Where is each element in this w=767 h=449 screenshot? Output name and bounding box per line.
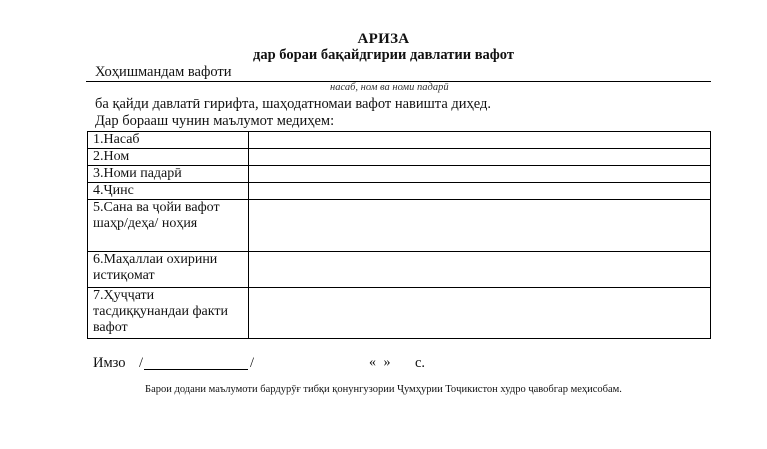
intro-text-line-2: Дар борааш чунин маълумот медиҳем: xyxy=(95,113,335,129)
date-year-suffix: с. xyxy=(415,355,426,371)
row-value-death-document[interactable] xyxy=(249,288,711,339)
row-label-death-document: 7.Ҳуҷҷати тасдиққунандаи факти вафот xyxy=(88,288,249,339)
name-input[interactable] xyxy=(249,149,710,165)
signature-label: Имзо xyxy=(93,355,126,371)
row-value-patronymic[interactable] xyxy=(249,166,711,183)
signature-underline xyxy=(144,369,248,370)
signature-slash-open: / xyxy=(139,355,144,371)
table-row-patronymic xyxy=(88,166,711,183)
row-label-name: 2.Ном xyxy=(88,149,249,166)
signature-slash-close: / xyxy=(250,355,255,371)
intro-text-line-1: ба қайди давлатӣ гирифта, шаҳодатномаи вафот навишта диҳед. xyxy=(95,96,492,112)
table-row-death-date-place xyxy=(88,200,711,252)
row-value-gender[interactable] xyxy=(249,183,711,200)
row-label-last-residence: 6.Маҳаллаи охирини истиқомат xyxy=(88,252,249,288)
deceased-name-field[interactable] xyxy=(200,63,709,82)
death-date-place-input[interactable] xyxy=(249,200,710,251)
page-subtitle: дар бораи бақайдгирии давлатии вафот xyxy=(253,47,514,63)
row-value-name[interactable] xyxy=(249,149,711,166)
row-value-last-residence[interactable] xyxy=(249,252,711,288)
row-label-gender: 4.Ҷинс xyxy=(88,183,249,200)
table-row-surname xyxy=(88,132,711,149)
date-day-field[interactable]: « » xyxy=(369,355,391,370)
last-residence-input[interactable] xyxy=(249,252,710,287)
row-label-death-date-place: 5.Сана ва ҷойи вафот шаҳр/деҳа/ ноҳия xyxy=(88,200,249,252)
liability-statement: Барои додани маълумоти бардурӯғ тибқи қонунгузории Ҷумҳурии Тоҷикистон худро ҷавобгар меҳисобам. xyxy=(145,384,622,395)
table-row-name xyxy=(88,149,711,166)
surname-input[interactable] xyxy=(249,132,710,148)
row-label-patronymic: 3.Номи падарӣ xyxy=(88,166,249,183)
patronymic-input[interactable] xyxy=(249,166,710,182)
death-document-input[interactable] xyxy=(249,288,710,338)
table-row-gender xyxy=(88,183,711,200)
row-value-surname[interactable] xyxy=(249,132,711,149)
row-label-surname: 1.Насаб xyxy=(88,132,249,149)
page-title: АРИЗА xyxy=(357,31,410,47)
applicant-field-hint: насаб, ном ва номи падарӣ xyxy=(330,82,449,93)
deceased-info-table xyxy=(87,131,711,339)
row-value-death-date-place[interactable] xyxy=(249,200,711,252)
applicant-label: Хоҳишмандам вафоти xyxy=(95,64,232,80)
table-row-last-residence xyxy=(88,252,711,288)
gender-input[interactable] xyxy=(249,183,710,199)
table-row-death-document xyxy=(88,288,711,339)
